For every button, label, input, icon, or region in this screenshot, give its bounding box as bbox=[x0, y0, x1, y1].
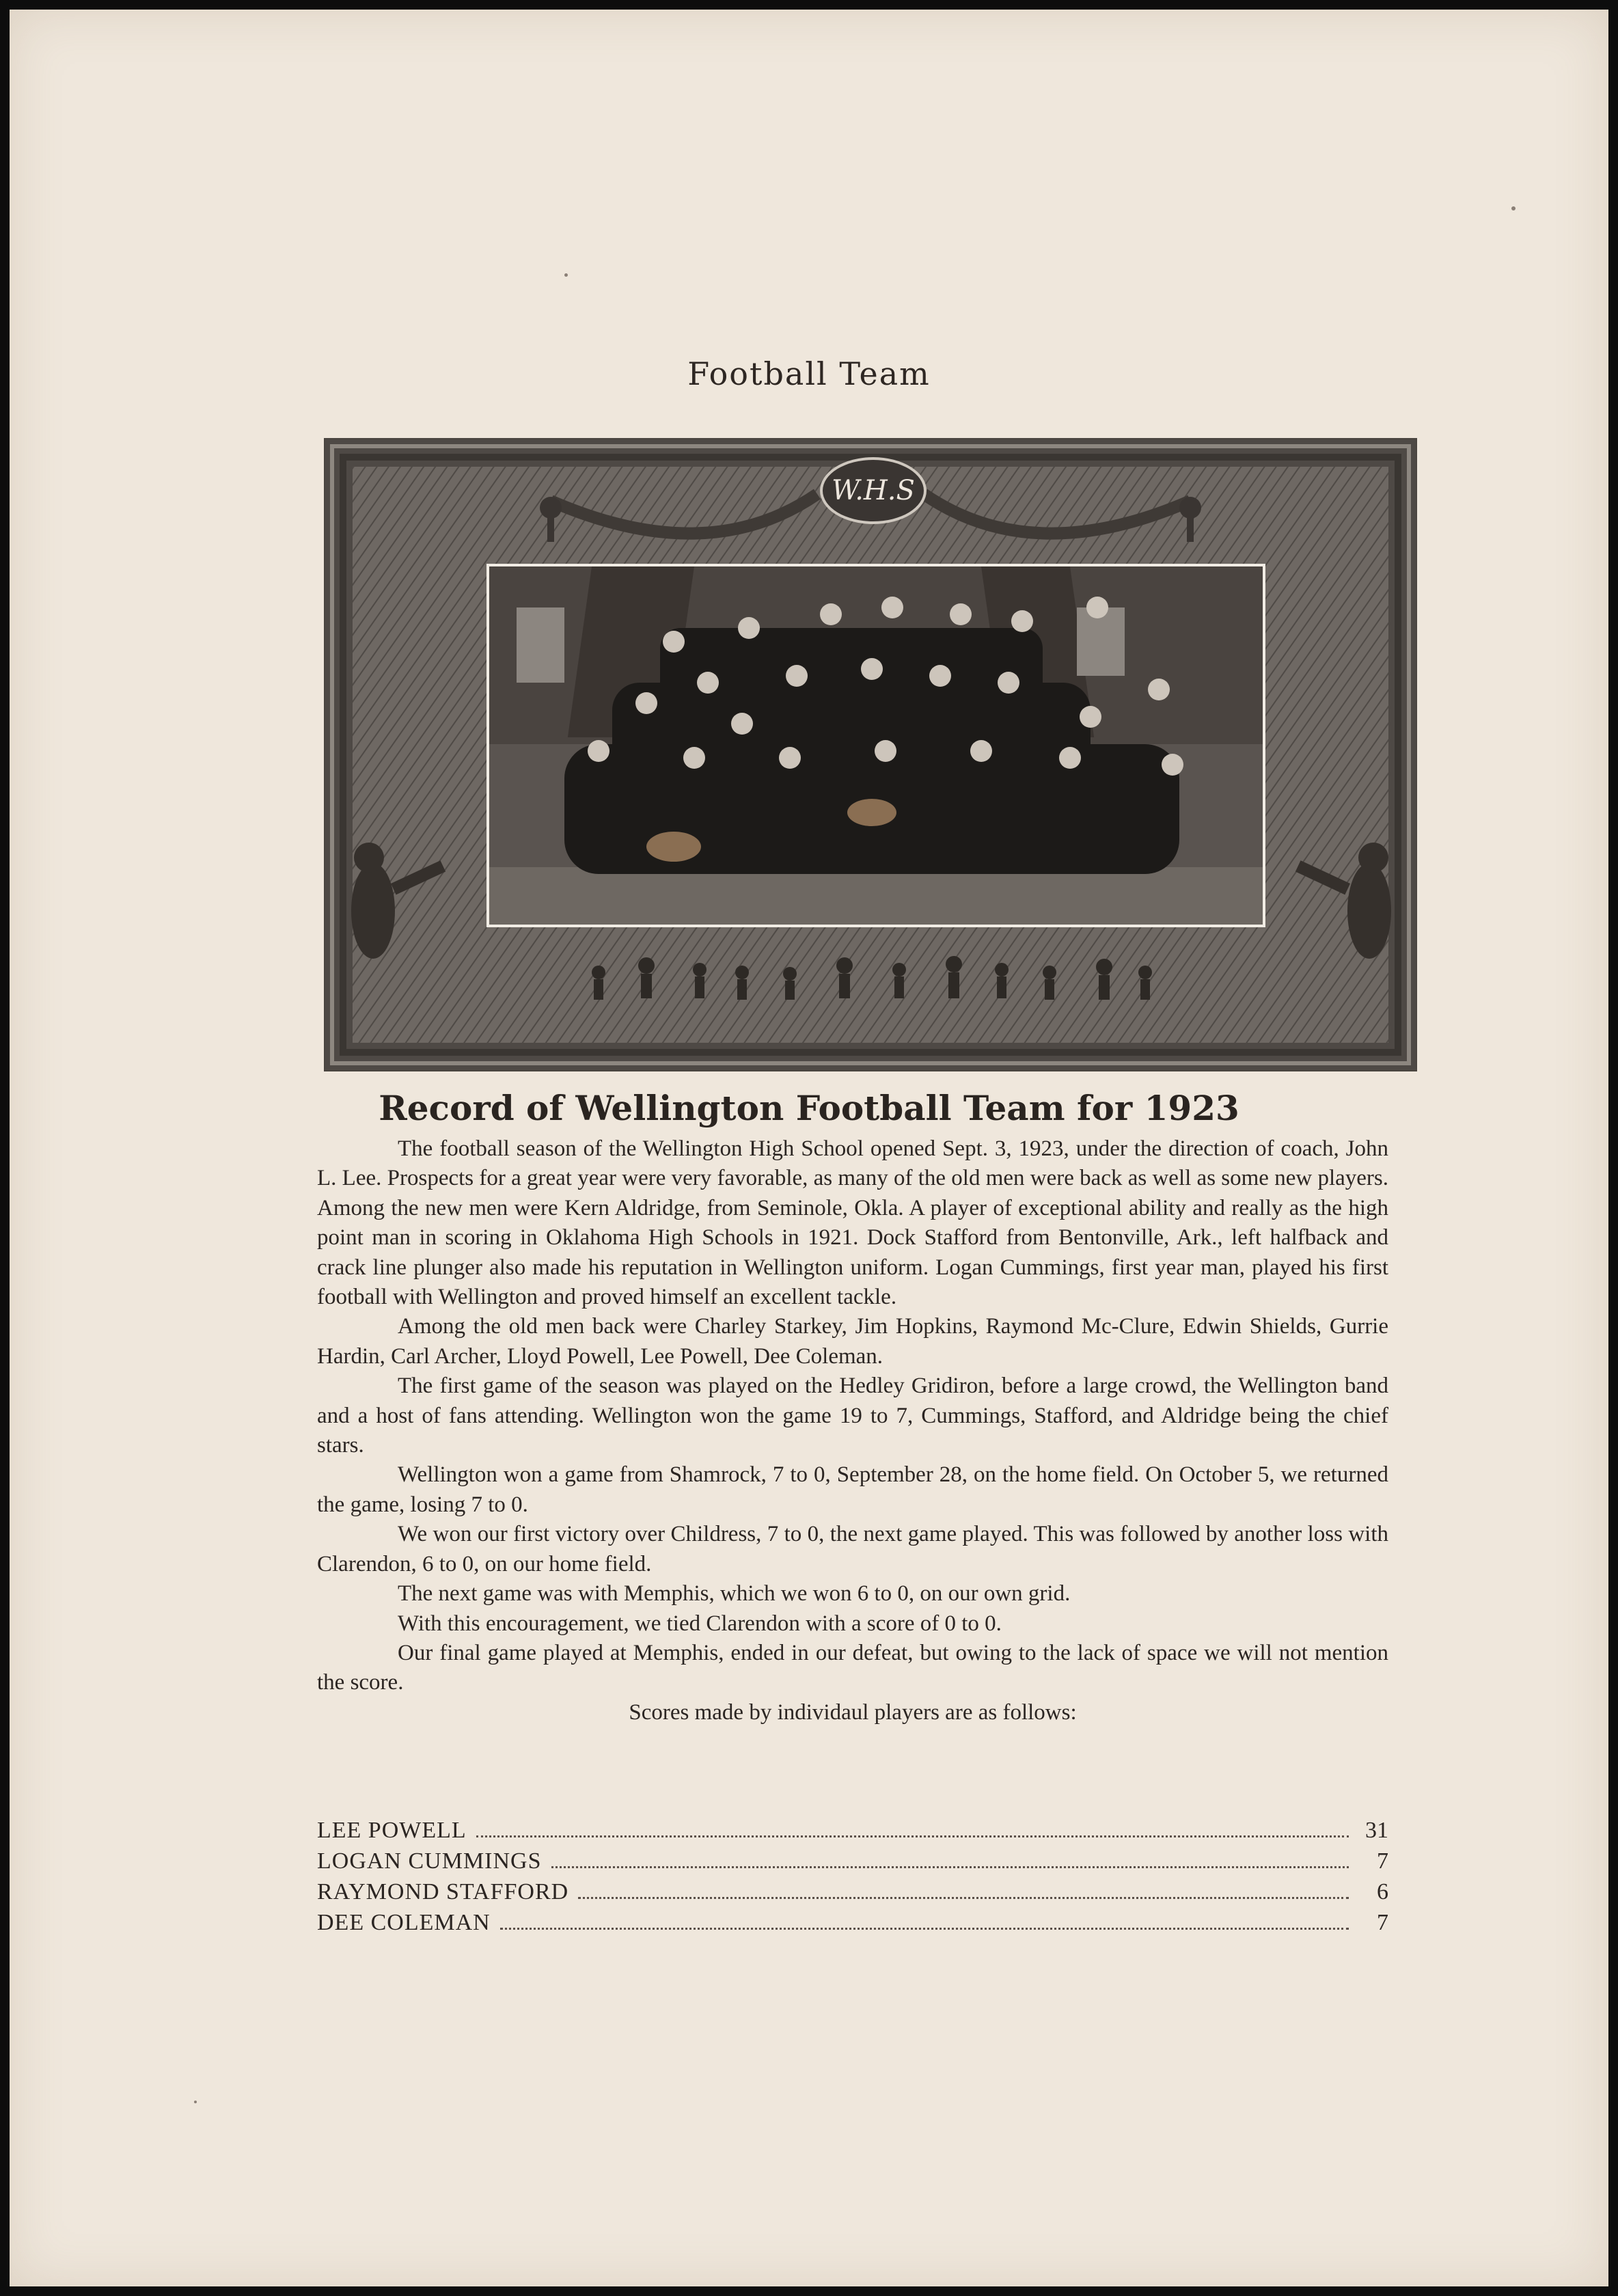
record-body bbox=[317, 1134, 1388, 1727]
paragraph-final-game: Our final game played at Memphis, ended in our defeat, but owing to the lack of space we will not mention the score. bbox=[317, 1640, 1388, 1695]
paper-speck bbox=[564, 273, 568, 277]
player-name: LOGAN CUMMINGS bbox=[317, 1848, 542, 1874]
whs-badge bbox=[820, 457, 927, 524]
score-row bbox=[317, 1846, 1388, 1876]
player-name: DEE COLEMAN bbox=[317, 1910, 491, 1935]
team-photo-frame bbox=[325, 439, 1416, 1070]
record-heading: Record of Wellington Football Team for 1923 bbox=[379, 1088, 1239, 1128]
dot-leader bbox=[551, 1866, 1349, 1868]
dot-leader bbox=[476, 1835, 1349, 1837]
player-points: 7 bbox=[1377, 1848, 1388, 1874]
player-name: LEE POWELL bbox=[317, 1818, 467, 1843]
score-row bbox=[317, 1876, 1388, 1907]
team-photo-image bbox=[489, 566, 1263, 925]
dot-leader bbox=[578, 1897, 1349, 1899]
paragraph-shamrock: Wellington won a game from Shamrock, 7 to 0, September 28, on the home field. On October 5, we returned the game, losing 7 to 0. bbox=[317, 1462, 1388, 1517]
scores-intro: Scores made by individaul players are as follows: bbox=[629, 1699, 1077, 1725]
paragraph-childress: We won our first victory over Childress, 7 to 0, the next game played. This was followed by another loss with Clarendon, 6 to 0, on our home field. bbox=[317, 1522, 1388, 1576]
paragraph-clarendon-tie: With this encouragement, we tied Clarendon with a score of 0 to 0. bbox=[398, 1611, 1002, 1636]
player-points: 31 bbox=[1365, 1818, 1388, 1843]
player-points: 7 bbox=[1377, 1910, 1388, 1935]
paper-speck bbox=[1511, 206, 1516, 210]
page-title: Football Team bbox=[687, 355, 931, 392]
paragraph-first-game: The first game of the season was played on the Hedley Gridiron, before a large crowd, the Wellington band and a host of fans attending. Wellington won the game 19 to 7, Cummings, Stafford, and Aldridge being the chief stars. bbox=[317, 1374, 1388, 1458]
paper-speck bbox=[194, 2101, 197, 2103]
dot-leader bbox=[500, 1928, 1349, 1930]
badge-text: W.H.S bbox=[832, 475, 915, 506]
player-name: RAYMOND STAFFORD bbox=[317, 1879, 569, 1904]
score-row bbox=[317, 1815, 1388, 1846]
paragraph-memphis: The next game was with Memphis, which we won 6 to 0, on our own grid. bbox=[398, 1581, 1071, 1607]
paragraph-season-opening: The football season of the Wellington High School opened Sept. 3, 1923, under the direction of coach, John L. Lee. Prospects for a great year were very favorable, as many of the old men were back as well as some new players. Among the new men were Kern Aldridge, from Seminole, Okla. A player of exceptional ability and really as the high point man in scoring in Oklahoma High Schools in 1921. Dock Stafford from Bentonville, Ark., left halfback and crack line plunger also made his reputation in Wellington uniform. Logan Cummings, first year man, played his first football with Wellington and proved himself an excellent tackle. bbox=[317, 1136, 1388, 1310]
paragraph-old-men: Among the old men back were Charley Starkey, Jim Hopkins, Raymond Mc-Clure, Edwin Shields, Gurrie Hardin, Carl Archer, Lloyd Powell, Lee Powell, Dee Coleman. bbox=[317, 1314, 1388, 1369]
scores-list bbox=[317, 1815, 1388, 1938]
player-points: 6 bbox=[1377, 1879, 1388, 1904]
score-row bbox=[317, 1907, 1388, 1938]
team-photograph bbox=[486, 564, 1265, 927]
